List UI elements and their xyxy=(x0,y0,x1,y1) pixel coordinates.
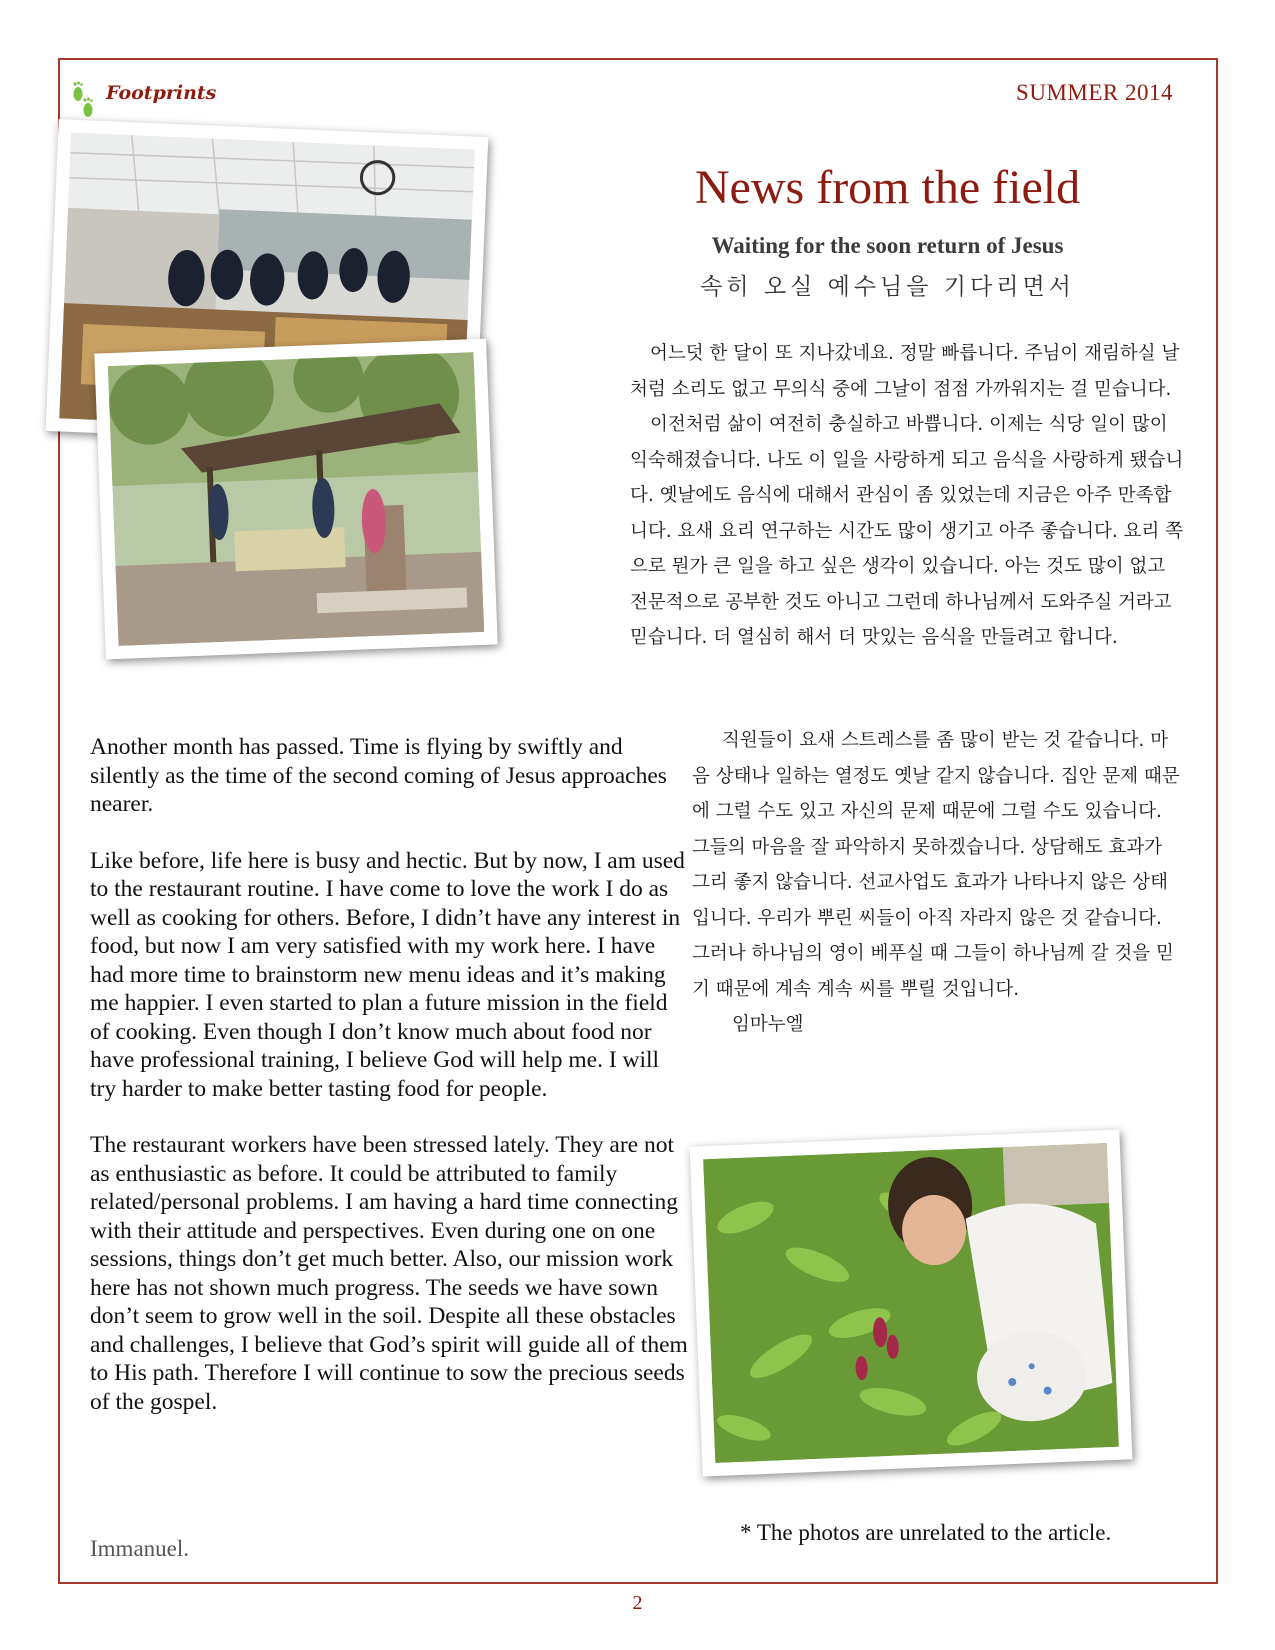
english-paragraph: Like before, life here is busy and hectic. But by now, I am used to the restaurant routine. I have come to love the work I do as well as cooking for others. Before, I didn’t have any interest in food, but now I am very satisfied with my work here. I have had more time to brainstorm new menu ideas and it’s making me happier. I even started to plan a future mission in the field of cooking. Even though I don’t know much about food nor have professional training, I believe God will help me. I will try harder to make better tasting food for people. xyxy=(90,847,685,1102)
korean-column-top xyxy=(630,336,1185,656)
issue-date: SUMMER 2014 xyxy=(1016,80,1173,105)
english-signature: Immanuel. xyxy=(90,1536,189,1561)
korean-paragraph: 어느덧 한 달이 또 지나갔네요. 정말 빠릅니다. 주님이 재림하실 날처럼 소리도 없고 무의식 중에 그날이 점점 가까워지는 걸 믿습니다. xyxy=(630,343,1180,400)
korean-paragraph: 이전처럼 삶이 여전히 충실하고 바쁩니다. 이제는 식당 일이 많이 익숙해졌습니다. 나도 이 일을 사랑하게 되고 음식을 사랑하게 됐습니다. 옛날에도 음식에 대해서 관심이 좀 있었는데 지금은 아주 만족합니다. 요새 요리 연구하는 시간도 많이 생기고 아주 좋습니다. 요리 쪽으로 뭔가 큰 일을 하고 싶은 생각이 있습니다. 아는 것도 많이 없고 전문적으로 공부한 것도 아니고 그런데 하나님께서 도와주실 거라고 믿습니다. 더 열심히 해서 더 맛있는 음식을 만들려고 합니다. xyxy=(630,414,1184,648)
korean-paragraph: 직원들이 요새 스트레스를 좀 많이 받는 것 같습니다. 마음 상태나 일하는 열정도 옛날 같지 않습니다. 집안 문제 때문에 그럴 수도 있고 자신의 문제 때문에 그럴 수도 있습니다. 그들의 마음을 잘 파악하지 못하겠습니다. 상담해도 효과가 그리 좋지 않습니다. 선교사업도 효과가 나타나지 않은 상태입니다. 우리가 뿌린 씨들이 아직 자라지 않은 것 같습니다. 그러나 하나님의 영이 베푸실 때 그들이 하나님께 갈 것을 믿기 때문에 계속 계속 씨를 뿌릴 것입니다. xyxy=(692,730,1180,1000)
article-title: News from the field xyxy=(694,161,1081,214)
photo-disclaimer: * The photos are unrelated to the article. xyxy=(740,1520,1112,1545)
english-paragraph: Another month has passed. Time is flying by swiftly and silently as the time of the second coming of Jesus approaches nearer. xyxy=(90,734,667,817)
page-number: 2 xyxy=(632,1592,643,1614)
photo-child-plants xyxy=(690,1130,1133,1477)
english-column xyxy=(90,733,690,1444)
korean-column-bottom xyxy=(692,723,1184,1043)
english-paragraph: The restaurant workers have been stressed lately. They are not as enthusiastic as before. It could be attributed to family related/personal problems. I am having a hard time connecting with their attitude and perspectives. Even during one on one sessions, things don’t get much better. Also, our mission work here has not shown much progress. The seeds we have sown don’t seem to grow well in the soil. Despite all these obstacles and challenges, I believe that God’s spirit will guide all of them to His path. Therefore I will continue to sow the precious seeds of the gospel. xyxy=(90,1132,688,1415)
brand-name: Footprints xyxy=(106,82,217,104)
article-subtitle-ko: 속히 오실 예수님을 기다리면서 xyxy=(700,274,1075,300)
article-subtitle-en: Waiting for the soon return of Jesus xyxy=(711,233,1064,258)
photo-outdoor-kitchen xyxy=(94,339,497,660)
korean-signature: 임마누엘 xyxy=(732,1014,804,1035)
